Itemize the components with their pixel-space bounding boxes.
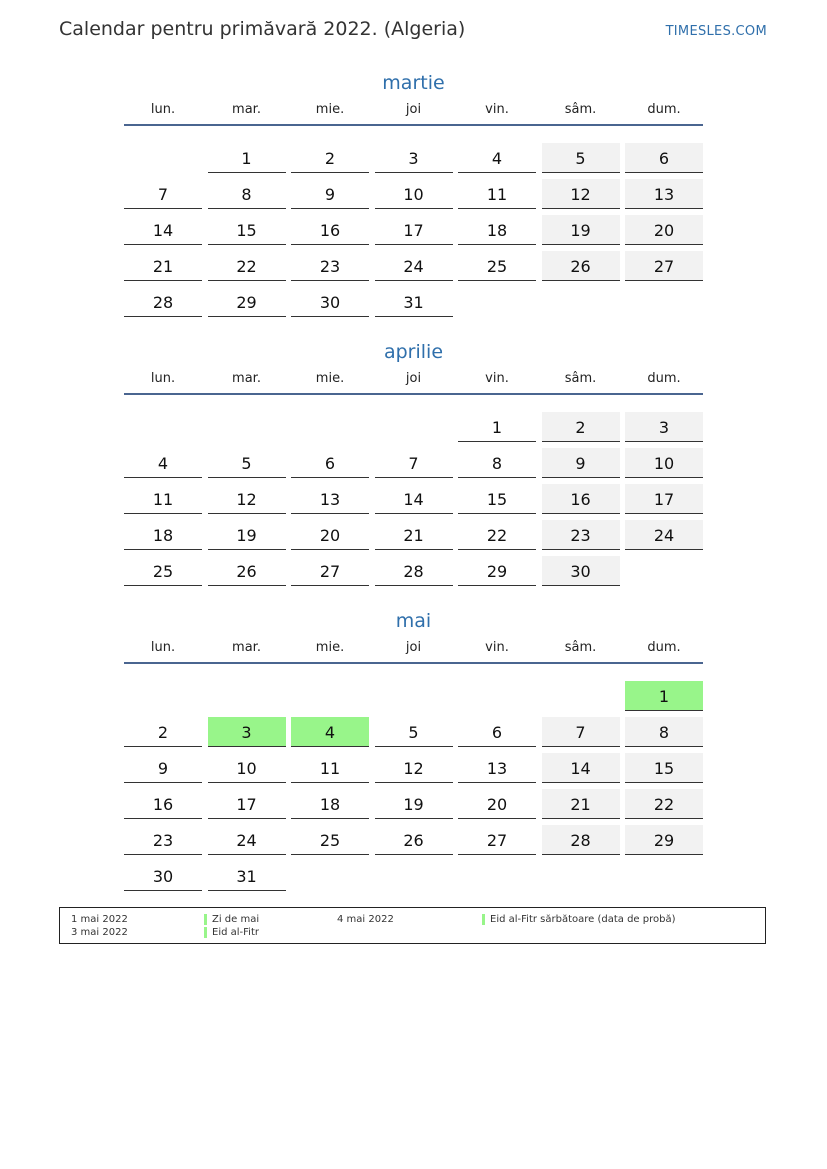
day-cell: 24	[625, 520, 703, 550]
day-cell: 9	[291, 179, 369, 209]
day-cell: 6	[458, 717, 536, 747]
day-cell: 25	[458, 251, 536, 281]
day-cell: 6	[291, 448, 369, 478]
legend-date: 1 mai 2022	[71, 914, 128, 925]
weekday-label: lun.	[150, 640, 176, 655]
day-cell: 11	[124, 484, 202, 514]
empty-cell	[124, 143, 202, 173]
day-cell: 5	[208, 448, 286, 478]
empty-cell	[291, 681, 369, 711]
day-cell: 17	[375, 215, 453, 245]
day-cell: 13	[291, 484, 369, 514]
day-cell: 23	[542, 520, 620, 550]
day-cell: 9	[542, 448, 620, 478]
weekday-header	[124, 366, 703, 396]
day-cell: 22	[458, 520, 536, 550]
day-cell: 2	[542, 412, 620, 442]
empty-cell	[458, 681, 536, 711]
day-cell: 4	[124, 448, 202, 478]
day-cell: 19	[542, 215, 620, 245]
brand-link[interactable]: TIMESLES.COM	[665, 24, 767, 39]
day-cell: 29	[625, 825, 703, 855]
weekday-label: sâm.	[564, 640, 597, 655]
day-cell: 8	[208, 179, 286, 209]
weekday-label: dum.	[647, 640, 681, 655]
day-cell: 25	[124, 556, 202, 586]
empty-cell	[375, 681, 453, 711]
legend-name: Eid al-Fitr	[212, 927, 259, 938]
day-cell: 27	[625, 251, 703, 281]
weekday-label: vin.	[485, 640, 509, 655]
day-cell: 18	[291, 789, 369, 819]
day-cell: 3	[208, 717, 286, 747]
weekday-label: lun.	[150, 371, 176, 386]
day-cell: 12	[208, 484, 286, 514]
day-cell: 8	[458, 448, 536, 478]
weekday-label: sâm.	[564, 102, 597, 117]
day-cell: 10	[208, 753, 286, 783]
weekday-header	[124, 97, 703, 127]
weekday-label: mie.	[315, 640, 345, 655]
day-cell: 18	[458, 215, 536, 245]
day-cell: 4	[458, 143, 536, 173]
day-cell: 30	[291, 287, 369, 317]
month-title: mai	[395, 610, 432, 632]
empty-cell	[124, 412, 202, 442]
day-cell: 28	[375, 556, 453, 586]
day-cell: 21	[124, 251, 202, 281]
legend-date: 3 mai 2022	[71, 927, 128, 938]
day-cell: 27	[458, 825, 536, 855]
weekday-label: sâm.	[564, 371, 597, 386]
weekday-label: mar.	[232, 371, 261, 386]
day-cell: 7	[124, 179, 202, 209]
empty-cell	[124, 681, 202, 711]
day-cell: 28	[124, 287, 202, 317]
empty-cell	[625, 287, 703, 317]
day-cell: 13	[625, 179, 703, 209]
day-cell: 26	[375, 825, 453, 855]
day-cell: 31	[375, 287, 453, 317]
legend-name: Zi de mai	[212, 914, 260, 925]
weekday-label: dum.	[647, 371, 681, 386]
day-cell: 5	[542, 143, 620, 173]
day-cell: 8	[625, 717, 703, 747]
empty-cell	[542, 861, 620, 891]
day-cell: 20	[625, 215, 703, 245]
day-cell: 1	[625, 681, 703, 711]
legend-name: Eid al-Fitr sărbătoare (data de probă)	[490, 914, 676, 925]
weekday-label: dum.	[647, 102, 681, 117]
weekday-header	[124, 635, 703, 665]
empty-cell	[625, 556, 703, 586]
day-cell: 1	[208, 143, 286, 173]
day-cell: 23	[124, 825, 202, 855]
legend-holiday-marker	[204, 914, 207, 925]
day-cell: 14	[542, 753, 620, 783]
day-cell: 7	[542, 717, 620, 747]
weekday-label: joi	[405, 371, 422, 386]
day-cell: 24	[208, 825, 286, 855]
day-cell: 15	[625, 753, 703, 783]
day-cell: 1	[458, 412, 536, 442]
day-cell: 2	[124, 717, 202, 747]
day-cell: 28	[542, 825, 620, 855]
day-cell: 5	[375, 717, 453, 747]
day-cell: 19	[375, 789, 453, 819]
empty-cell	[375, 861, 453, 891]
day-cell: 3	[375, 143, 453, 173]
day-cell: 15	[208, 215, 286, 245]
month-title: martie	[382, 72, 445, 94]
legend-date: 4 mai 2022	[337, 914, 394, 925]
empty-cell	[542, 681, 620, 711]
day-cell: 11	[291, 753, 369, 783]
header-divider	[124, 393, 703, 395]
day-cell: 4	[291, 717, 369, 747]
day-cell: 10	[625, 448, 703, 478]
day-cell: 15	[458, 484, 536, 514]
weekday-label: vin.	[485, 371, 509, 386]
month-title: aprilie	[383, 341, 444, 363]
day-cell: 3	[625, 412, 703, 442]
month-aprilie	[124, 338, 703, 581]
day-cell: 21	[542, 789, 620, 819]
weekday-label: joi	[405, 102, 422, 117]
day-cell: 14	[124, 215, 202, 245]
day-cell: 17	[208, 789, 286, 819]
day-cell: 18	[124, 520, 202, 550]
empty-cell	[291, 412, 369, 442]
empty-cell	[542, 287, 620, 317]
day-cell: 6	[625, 143, 703, 173]
day-cell: 21	[375, 520, 453, 550]
day-cell: 30	[542, 556, 620, 586]
day-cell: 31	[208, 861, 286, 891]
empty-cell	[375, 412, 453, 442]
day-cell: 2	[291, 143, 369, 173]
legend-holiday-marker	[204, 927, 207, 938]
day-cell: 11	[458, 179, 536, 209]
day-cell: 10	[375, 179, 453, 209]
weekday-label: lun.	[150, 102, 176, 117]
day-cell: 24	[375, 251, 453, 281]
holiday-legend	[59, 907, 766, 944]
day-cell: 12	[542, 179, 620, 209]
day-cell: 25	[291, 825, 369, 855]
day-cell: 12	[375, 753, 453, 783]
month-martie	[124, 69, 703, 312]
empty-cell	[625, 861, 703, 891]
day-cell: 16	[124, 789, 202, 819]
weekday-label: mar.	[232, 102, 261, 117]
weekday-label: joi	[405, 640, 422, 655]
day-cell: 19	[208, 520, 286, 550]
day-cell: 16	[291, 215, 369, 245]
weekday-label: mar.	[232, 640, 261, 655]
legend-holiday-marker	[482, 914, 485, 925]
day-cell: 13	[458, 753, 536, 783]
weekday-label: vin.	[485, 102, 509, 117]
day-cell: 26	[542, 251, 620, 281]
day-cell: 20	[291, 520, 369, 550]
day-cell: 22	[208, 251, 286, 281]
day-cell: 9	[124, 753, 202, 783]
empty-cell	[458, 287, 536, 317]
header-divider	[124, 124, 703, 126]
page-title: Calendar pentru primăvară 2022. (Algeria)	[59, 18, 466, 40]
weekday-label: mie.	[315, 371, 345, 386]
day-cell: 20	[458, 789, 536, 819]
day-cell: 26	[208, 556, 286, 586]
day-cell: 7	[375, 448, 453, 478]
empty-cell	[291, 861, 369, 891]
empty-cell	[208, 681, 286, 711]
day-cell: 17	[625, 484, 703, 514]
day-cell: 14	[375, 484, 453, 514]
day-cell: 27	[291, 556, 369, 586]
month-mai	[124, 607, 703, 886]
day-cell: 29	[458, 556, 536, 586]
day-cell: 29	[208, 287, 286, 317]
weekday-label: mie.	[315, 102, 345, 117]
day-cell: 23	[291, 251, 369, 281]
day-cell: 22	[625, 789, 703, 819]
day-cell: 16	[542, 484, 620, 514]
empty-cell	[208, 412, 286, 442]
header-divider	[124, 662, 703, 664]
empty-cell	[458, 861, 536, 891]
day-cell: 30	[124, 861, 202, 891]
